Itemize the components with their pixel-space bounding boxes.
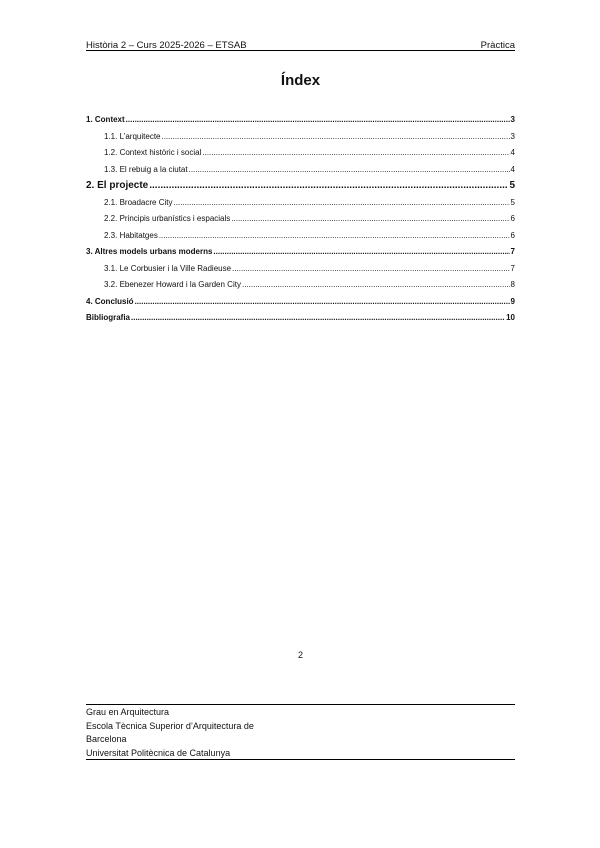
header-type: Pràctica bbox=[480, 40, 515, 51]
toc-entry-label: 3.2. Ebenezer Howard i la Garden City bbox=[104, 280, 241, 289]
toc-entry-label: 1.3. El rebuig a la ciutat bbox=[104, 164, 188, 174]
toc-entry-label: 1. Context bbox=[86, 115, 125, 124]
toc-leader bbox=[189, 162, 510, 179]
toc-entry-le-corbusier[interactable] bbox=[86, 261, 515, 278]
toc-entry-historical-context[interactable] bbox=[86, 145, 515, 162]
toc-entry-label: 2.3. Habitatges bbox=[104, 230, 158, 240]
toc-entry-label: 3. Altres models urbans moderns bbox=[86, 247, 213, 256]
toc-leader bbox=[135, 294, 510, 311]
toc-entry-page: 4 bbox=[510, 164, 515, 174]
toc-entry-label: 3.1. Le Corbusier i la Ville Radieuse bbox=[104, 263, 232, 273]
page-header bbox=[86, 37, 515, 51]
toc-leader bbox=[131, 310, 505, 327]
toc-entry-ebenezer-howard[interactable] bbox=[86, 277, 515, 294]
toc-entry-label: 4. Conclusió bbox=[86, 296, 134, 306]
toc-entry-page: 4 bbox=[510, 148, 515, 157]
toc-leader bbox=[232, 261, 510, 278]
footer-rule-top bbox=[86, 704, 515, 705]
header-rule bbox=[86, 50, 515, 51]
toc-entry-label: 2.1. Broadacre City bbox=[104, 197, 173, 207]
toc-entry-architect[interactable] bbox=[86, 129, 515, 146]
toc-entry-page: 10 bbox=[506, 313, 515, 322]
footer-school: Escola Tècnica Superior d’Arquitectura de bbox=[86, 720, 254, 731]
toc-leader bbox=[213, 244, 509, 261]
toc-entry-page: 5 bbox=[510, 197, 515, 207]
toc-entry-context[interactable] bbox=[86, 112, 515, 129]
toc-leader bbox=[173, 195, 509, 212]
toc-entry-broadacre-city[interactable] bbox=[86, 195, 515, 212]
toc-leader bbox=[126, 112, 510, 129]
toc-entry-page: 7 bbox=[510, 263, 515, 273]
toc-entry-page: 8 bbox=[510, 280, 515, 289]
toc-entry-page: 5 bbox=[509, 180, 515, 191]
toc-entry-conclusion[interactable] bbox=[86, 294, 515, 311]
toc-entry-label: 1.1. L’arquitecte bbox=[104, 131, 161, 141]
toc-entry-page: 6 bbox=[510, 230, 515, 240]
header-course: Història 2 – Curs 2025-2026 – ETSAB bbox=[86, 40, 247, 51]
page-footer bbox=[86, 706, 386, 760]
toc-entry-bibliography[interactable] bbox=[86, 310, 515, 327]
toc-entry-city-rejection[interactable] bbox=[86, 162, 515, 179]
toc-entry-urban-principles[interactable] bbox=[86, 211, 515, 228]
toc-entry-project[interactable] bbox=[86, 178, 515, 195]
toc-entry-label: 1.2. Context històric i social bbox=[104, 148, 202, 157]
footer-rule-bottom bbox=[86, 759, 515, 760]
toc-leader bbox=[242, 277, 510, 294]
toc-leader bbox=[149, 178, 508, 195]
toc-entry-page: 6 bbox=[510, 214, 515, 223]
toc-entry-label: 2. El projecte bbox=[86, 180, 149, 191]
table-of-contents bbox=[86, 112, 515, 327]
toc-entry-page: 3 bbox=[510, 131, 515, 141]
toc-leader bbox=[202, 145, 509, 162]
toc-entry-page: 3 bbox=[510, 115, 515, 124]
toc-entry-label: Bibliografia bbox=[86, 313, 131, 322]
toc-entry-page: 9 bbox=[510, 296, 515, 306]
page-number: 2 bbox=[297, 650, 303, 660]
toc-entry-page: 7 bbox=[510, 247, 515, 256]
footer-degree: Grau en Arquitectura bbox=[86, 707, 170, 717]
footer-city: Barcelona bbox=[86, 734, 127, 744]
toc-entry-housing[interactable] bbox=[86, 228, 515, 245]
toc-leader bbox=[159, 228, 510, 245]
toc-leader bbox=[161, 129, 509, 146]
toc-entry-other-models[interactable] bbox=[86, 244, 515, 261]
toc-leader bbox=[231, 211, 509, 228]
footer-university: Universitat Politècnica de Catalunya bbox=[86, 747, 231, 758]
toc-entry-label: 2.2. Principis urbanístics i espacials bbox=[104, 214, 231, 223]
page-title: Índex bbox=[280, 72, 321, 89]
